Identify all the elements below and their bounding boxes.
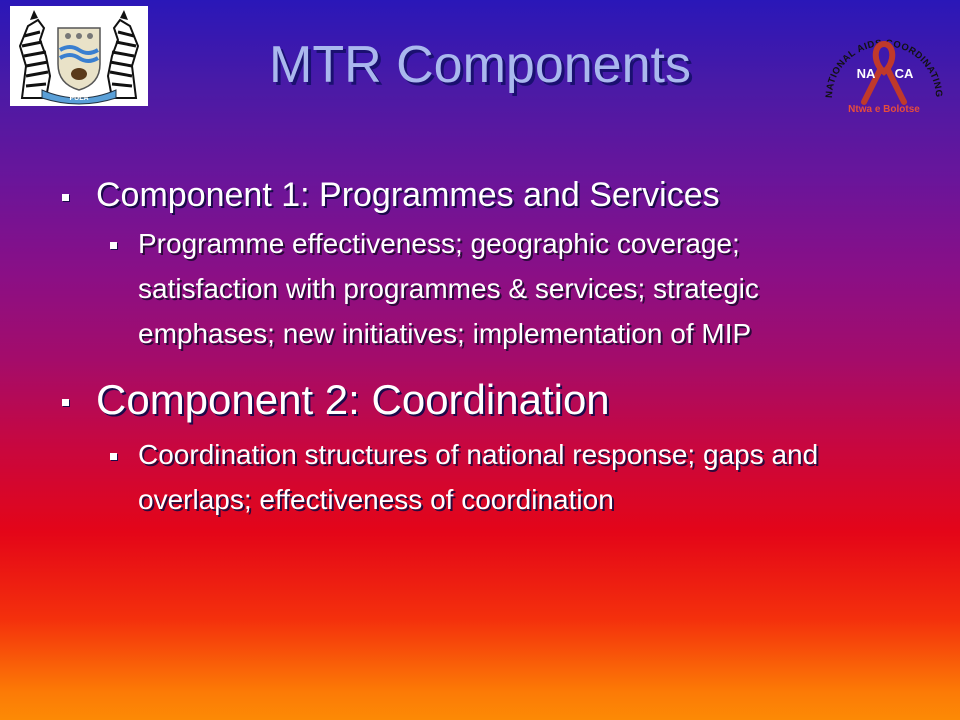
bullet-item-component-1 (58, 175, 908, 215)
svg-text:Ntwa e Bolotse: Ntwa e Bolotse (848, 104, 920, 115)
naca-logo (818, 10, 950, 120)
sub-bullet-item (58, 221, 866, 356)
svg-text:NA: NA (856, 66, 876, 81)
square-bullet-icon (110, 242, 117, 249)
naca-ribbon-icon (818, 10, 950, 120)
square-bullet-icon (62, 399, 69, 406)
bullet-item-component-2 (58, 376, 908, 424)
sub-bullet-item (58, 432, 866, 522)
svg-text:NATIONAL AIDS COORDINATING AGE: NATIONAL AIDS COORDINATING (823, 37, 945, 99)
square-bullet-icon (110, 453, 117, 460)
bullet-list (58, 175, 908, 522)
sub-bullet-text: Programme effectiveness; geographic coverage; satisfaction with programmes & services; strategic emphases; new initiatives; implementation of MIP (138, 228, 759, 349)
square-bullet-icon (62, 194, 69, 201)
bullet-heading: Component 2: Coordination (96, 376, 610, 423)
svg-text:PULA: PULA (69, 95, 89, 102)
page-title: MTR Components (269, 36, 691, 94)
bullet-heading: Component 1: Programmes and Services (96, 176, 720, 214)
sub-bullet-text: Coordination structures of national response; gaps and overlaps; effectiveness of coordination (138, 439, 819, 515)
svg-text:CA: CA (894, 66, 914, 81)
